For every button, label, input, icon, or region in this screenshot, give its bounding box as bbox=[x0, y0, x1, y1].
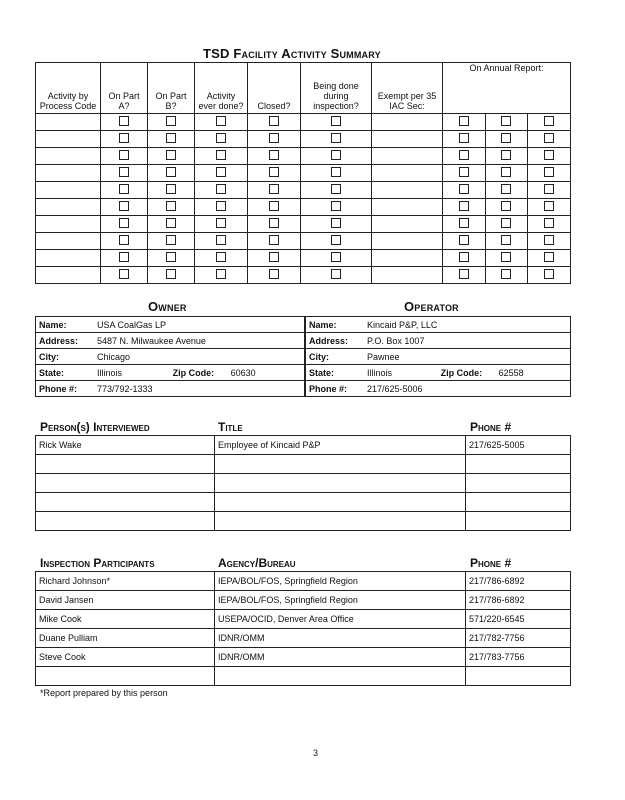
checkbox[interactable] bbox=[269, 252, 279, 262]
operator-name-label: Name: bbox=[306, 317, 365, 333]
checkbox[interactable] bbox=[501, 133, 511, 143]
activity-row bbox=[36, 165, 571, 182]
activity-cell bbox=[485, 148, 528, 165]
checkbox[interactable] bbox=[331, 252, 341, 262]
activity-cell bbox=[301, 250, 372, 267]
checkbox[interactable] bbox=[119, 116, 129, 126]
owner-zip-label: Zip Code: bbox=[170, 365, 228, 381]
interviewed-phone bbox=[466, 512, 571, 531]
header-process-code: Activity by Process Code bbox=[36, 63, 101, 114]
interviewed-name bbox=[36, 474, 215, 493]
activity-cell[interactable] bbox=[372, 267, 443, 284]
participant-phone: 217/782-7756 bbox=[466, 629, 571, 648]
owner-state: Illinois bbox=[94, 365, 170, 381]
interviewed-title bbox=[215, 455, 466, 474]
checkbox[interactable] bbox=[119, 201, 129, 211]
activity-cell bbox=[248, 165, 301, 182]
checkbox[interactable] bbox=[166, 133, 176, 143]
activity-cell[interactable] bbox=[372, 165, 443, 182]
interviewed-phone bbox=[466, 474, 571, 493]
activity-cell bbox=[248, 114, 301, 131]
checkbox[interactable] bbox=[166, 184, 176, 194]
footnote: *Report prepared by this person bbox=[40, 688, 168, 698]
page-number: 3 bbox=[313, 748, 319, 758]
interviewed-heading: Person(s) Interviewed bbox=[40, 420, 150, 434]
checkbox[interactable] bbox=[119, 252, 129, 262]
activity-cell bbox=[148, 250, 195, 267]
checkbox[interactable] bbox=[166, 218, 176, 228]
participant-row bbox=[36, 610, 571, 629]
activity-cell bbox=[148, 267, 195, 284]
checkbox[interactable] bbox=[501, 252, 511, 262]
checkbox[interactable] bbox=[119, 235, 129, 245]
interviewed-phone bbox=[466, 493, 571, 512]
checkbox[interactable] bbox=[544, 269, 554, 279]
checkbox[interactable] bbox=[119, 150, 129, 160]
activity-cell bbox=[148, 182, 195, 199]
interviewed-title: Employee of Kincaid P&P bbox=[215, 436, 466, 455]
activity-cell bbox=[443, 216, 486, 233]
activity-cell bbox=[248, 267, 301, 284]
activity-cell bbox=[195, 114, 248, 131]
participant-name: David Jansen bbox=[36, 591, 215, 610]
activity-cell[interactable] bbox=[36, 267, 101, 284]
checkbox[interactable] bbox=[269, 201, 279, 211]
interviewed-row bbox=[36, 436, 571, 455]
checkbox[interactable] bbox=[501, 116, 511, 126]
checkbox[interactable] bbox=[269, 184, 279, 194]
activity-cell bbox=[195, 131, 248, 148]
activity-cell bbox=[301, 131, 372, 148]
header-being-done: Being done during inspection? bbox=[301, 63, 372, 114]
participant-phone: 217/786-6892 bbox=[466, 572, 571, 591]
activity-cell[interactable] bbox=[372, 199, 443, 216]
activity-summary-table bbox=[35, 62, 571, 284]
checkbox[interactable] bbox=[459, 269, 469, 279]
owner-city-label: City: bbox=[36, 349, 95, 365]
activity-cell bbox=[101, 216, 148, 233]
owner-phone: 773/792-1333 bbox=[94, 381, 305, 397]
checkbox[interactable] bbox=[166, 150, 176, 160]
activity-cell[interactable] bbox=[372, 114, 443, 131]
checkbox[interactable] bbox=[216, 235, 226, 245]
activity-cell bbox=[528, 182, 571, 199]
participants-table bbox=[35, 571, 571, 686]
interviewed-row bbox=[36, 474, 571, 493]
activity-row bbox=[36, 148, 571, 165]
activity-cell[interactable] bbox=[36, 148, 101, 165]
checkbox[interactable] bbox=[216, 167, 226, 177]
activity-cell[interactable] bbox=[36, 131, 101, 148]
activity-cell bbox=[148, 148, 195, 165]
activity-cell bbox=[148, 216, 195, 233]
activity-cell bbox=[248, 233, 301, 250]
activity-cell bbox=[101, 114, 148, 131]
checkbox[interactable] bbox=[331, 235, 341, 245]
activity-cell bbox=[101, 267, 148, 284]
header-part-a: On Part A? bbox=[101, 63, 148, 114]
participant-title: IDNR/OMM bbox=[215, 629, 466, 648]
checkbox[interactable] bbox=[459, 252, 469, 262]
checkbox[interactable] bbox=[544, 252, 554, 262]
checkbox[interactable] bbox=[544, 150, 554, 160]
interviewed-phone: 217/625-5005 bbox=[466, 436, 571, 455]
participant-phone: 217/783-7756 bbox=[466, 648, 571, 667]
participants-heading: Inspection Participants bbox=[40, 556, 155, 570]
owner-table bbox=[35, 316, 305, 397]
checkbox[interactable] bbox=[269, 235, 279, 245]
operator-zip-label: Zip Code: bbox=[438, 365, 496, 381]
checkbox[interactable] bbox=[216, 269, 226, 279]
activity-cell bbox=[148, 233, 195, 250]
checkbox[interactable] bbox=[459, 184, 469, 194]
activity-cell bbox=[301, 199, 372, 216]
activity-cell[interactable] bbox=[372, 216, 443, 233]
interviewed-table bbox=[35, 435, 571, 531]
activity-cell bbox=[528, 148, 571, 165]
participant-title: IEPA/BOL/FOS, Springfield Region bbox=[215, 572, 466, 591]
checkbox[interactable] bbox=[166, 201, 176, 211]
activity-cell bbox=[443, 131, 486, 148]
participant-row bbox=[36, 629, 571, 648]
owner-name-label: Name: bbox=[36, 317, 95, 333]
activity-cell[interactable] bbox=[372, 131, 443, 148]
activity-cell bbox=[485, 131, 528, 148]
participant-row bbox=[36, 667, 571, 686]
interviewed-row bbox=[36, 493, 571, 512]
operator-address: P.O. Box 1007 bbox=[364, 333, 571, 349]
header-part-b: On Part B? bbox=[148, 63, 195, 114]
activity-cell[interactable] bbox=[36, 182, 101, 199]
activity-cell bbox=[528, 165, 571, 182]
checkbox[interactable] bbox=[544, 167, 554, 177]
activity-cell[interactable] bbox=[372, 182, 443, 199]
activity-cell bbox=[301, 114, 372, 131]
checkbox[interactable] bbox=[119, 184, 129, 194]
activity-cell bbox=[195, 148, 248, 165]
owner-name: USA CoalGas LP bbox=[94, 317, 305, 333]
checkbox[interactable] bbox=[501, 184, 511, 194]
activity-row bbox=[36, 233, 571, 250]
interviewed-row bbox=[36, 512, 571, 531]
participant-title: IDNR/OMM bbox=[215, 648, 466, 667]
checkbox[interactable] bbox=[459, 201, 469, 211]
header-exempt: Exempt per 35 IAC Sec: bbox=[372, 63, 443, 114]
activity-cell bbox=[148, 199, 195, 216]
activity-cell bbox=[485, 267, 528, 284]
interviewed-name bbox=[36, 455, 215, 474]
header-ever-done: Activity ever done? bbox=[195, 63, 248, 114]
activity-cell bbox=[485, 250, 528, 267]
participant-row bbox=[36, 648, 571, 667]
checkbox[interactable] bbox=[119, 167, 129, 177]
activity-cell[interactable] bbox=[36, 199, 101, 216]
activity-cell bbox=[443, 233, 486, 250]
interviewed-name bbox=[36, 512, 215, 531]
activity-cell bbox=[248, 182, 301, 199]
operator-state-label: State: bbox=[306, 365, 365, 381]
activity-cell bbox=[443, 250, 486, 267]
activity-cell bbox=[195, 216, 248, 233]
checkbox[interactable] bbox=[269, 150, 279, 160]
interviewed-name bbox=[36, 493, 215, 512]
activity-cell bbox=[195, 250, 248, 267]
interviewed-title bbox=[215, 493, 466, 512]
activity-cell bbox=[248, 250, 301, 267]
interviewed-phone bbox=[466, 455, 571, 474]
interviewed-name: Rick Wake bbox=[36, 436, 215, 455]
operator-city-label: City: bbox=[306, 349, 365, 365]
checkbox[interactable] bbox=[544, 218, 554, 228]
activity-cell bbox=[101, 182, 148, 199]
activity-cell bbox=[148, 165, 195, 182]
interviewed-row bbox=[36, 455, 571, 474]
operator-address-label: Address: bbox=[306, 333, 365, 349]
checkbox[interactable] bbox=[459, 235, 469, 245]
operator-zip: 62558 bbox=[496, 365, 571, 381]
activity-cell bbox=[101, 131, 148, 148]
checkbox[interactable] bbox=[216, 133, 226, 143]
activity-cell bbox=[443, 267, 486, 284]
activity-row bbox=[36, 250, 571, 267]
activity-cell bbox=[101, 250, 148, 267]
activity-cell bbox=[528, 216, 571, 233]
owner-state-label: State: bbox=[36, 365, 95, 381]
checkbox[interactable] bbox=[216, 218, 226, 228]
checkbox[interactable] bbox=[331, 133, 341, 143]
activity-cell bbox=[485, 199, 528, 216]
participant-phone: 217/786-6892 bbox=[466, 591, 571, 610]
activity-cell bbox=[195, 233, 248, 250]
checkbox[interactable] bbox=[501, 218, 511, 228]
checkbox[interactable] bbox=[544, 235, 554, 245]
activity-cell[interactable] bbox=[36, 114, 101, 131]
interviewed-title bbox=[215, 512, 466, 531]
checkbox[interactable] bbox=[459, 150, 469, 160]
checkbox[interactable] bbox=[216, 184, 226, 194]
activity-cell[interactable] bbox=[36, 250, 101, 267]
checkbox[interactable] bbox=[216, 116, 226, 126]
participant-name bbox=[36, 667, 215, 686]
checkbox[interactable] bbox=[269, 269, 279, 279]
activity-cell bbox=[528, 233, 571, 250]
checkbox[interactable] bbox=[331, 269, 341, 279]
checkbox[interactable] bbox=[166, 116, 176, 126]
activity-cell bbox=[301, 148, 372, 165]
checkbox[interactable] bbox=[544, 184, 554, 194]
activity-cell bbox=[195, 199, 248, 216]
checkbox[interactable] bbox=[331, 201, 341, 211]
checkbox[interactable] bbox=[331, 184, 341, 194]
checkbox[interactable] bbox=[216, 150, 226, 160]
activity-cell bbox=[528, 250, 571, 267]
activity-cell bbox=[248, 131, 301, 148]
checkbox[interactable] bbox=[501, 167, 511, 177]
activity-cell bbox=[528, 131, 571, 148]
participant-phone bbox=[466, 667, 571, 686]
activity-cell bbox=[195, 182, 248, 199]
activity-cell bbox=[485, 114, 528, 131]
checkbox[interactable] bbox=[544, 133, 554, 143]
activity-cell bbox=[528, 199, 571, 216]
activity-cell bbox=[485, 182, 528, 199]
checkbox[interactable] bbox=[544, 116, 554, 126]
checkbox[interactable] bbox=[119, 218, 129, 228]
activity-cell bbox=[148, 131, 195, 148]
checkbox[interactable] bbox=[166, 252, 176, 262]
checkbox[interactable] bbox=[501, 235, 511, 245]
participants-phone-heading: Phone # bbox=[470, 556, 512, 570]
activity-cell bbox=[195, 267, 248, 284]
summary-title: TSD Facility Activity Summary bbox=[203, 46, 381, 61]
checkbox[interactable] bbox=[216, 201, 226, 211]
checkbox[interactable] bbox=[269, 116, 279, 126]
activity-cell[interactable] bbox=[372, 148, 443, 165]
checkbox[interactable] bbox=[544, 201, 554, 211]
operator-table bbox=[305, 316, 571, 397]
activity-row bbox=[36, 267, 571, 284]
checkbox[interactable] bbox=[459, 133, 469, 143]
checkbox[interactable] bbox=[331, 167, 341, 177]
activity-cell bbox=[195, 165, 248, 182]
activity-cell[interactable] bbox=[36, 216, 101, 233]
checkbox[interactable] bbox=[269, 218, 279, 228]
activity-cell bbox=[101, 165, 148, 182]
activity-cell bbox=[443, 114, 486, 131]
checkbox[interactable] bbox=[269, 167, 279, 177]
checkbox[interactable] bbox=[331, 116, 341, 126]
activity-cell bbox=[101, 199, 148, 216]
checkbox[interactable] bbox=[501, 269, 511, 279]
table-header-row bbox=[36, 63, 571, 114]
checkbox[interactable] bbox=[119, 269, 129, 279]
activity-row bbox=[36, 182, 571, 199]
checkbox[interactable] bbox=[216, 252, 226, 262]
activity-cell bbox=[301, 233, 372, 250]
operator-city: Pawnee bbox=[364, 349, 571, 365]
checkbox[interactable] bbox=[166, 235, 176, 245]
owner-address: 5487 N. Milwaukee Avenue bbox=[94, 333, 305, 349]
activity-cell bbox=[485, 233, 528, 250]
participant-phone: 571/220-6545 bbox=[466, 610, 571, 629]
participant-title bbox=[215, 667, 466, 686]
activity-cell bbox=[301, 267, 372, 284]
owner-zip: 60630 bbox=[228, 365, 305, 381]
operator-phone: 217/625-5006 bbox=[364, 381, 571, 397]
header-closed: Closed? bbox=[248, 63, 301, 114]
activity-cell bbox=[301, 182, 372, 199]
activity-cell bbox=[485, 216, 528, 233]
activity-cell bbox=[248, 216, 301, 233]
activity-cell[interactable] bbox=[36, 165, 101, 182]
checkbox[interactable] bbox=[331, 218, 341, 228]
participant-row bbox=[36, 572, 571, 591]
activity-cell bbox=[101, 148, 148, 165]
operator-state: Illinois bbox=[364, 365, 438, 381]
activity-row bbox=[36, 199, 571, 216]
checkbox[interactable] bbox=[269, 133, 279, 143]
checkbox[interactable] bbox=[331, 150, 341, 160]
checkbox[interactable] bbox=[166, 269, 176, 279]
activity-row bbox=[36, 216, 571, 233]
activity-cell bbox=[443, 148, 486, 165]
activity-cell bbox=[101, 233, 148, 250]
participants-agency-heading: Agency/Bureau bbox=[218, 556, 296, 570]
activity-row bbox=[36, 114, 571, 131]
owner-phone-label: Phone #: bbox=[36, 381, 95, 397]
activity-cell[interactable] bbox=[372, 233, 443, 250]
participant-name: Richard Johnson* bbox=[36, 572, 215, 591]
activity-cell bbox=[248, 148, 301, 165]
owner-heading: Owner bbox=[148, 299, 187, 314]
activity-cell bbox=[528, 267, 571, 284]
checkbox[interactable] bbox=[501, 150, 511, 160]
activity-cell bbox=[301, 165, 372, 182]
operator-name: Kincaid P&P, LLC bbox=[364, 317, 571, 333]
activity-cell[interactable] bbox=[372, 250, 443, 267]
activity-cell bbox=[301, 216, 372, 233]
participant-name: Duane Pulliam bbox=[36, 629, 215, 648]
activity-cell bbox=[485, 165, 528, 182]
activity-cell bbox=[528, 114, 571, 131]
participant-title: USEPA/OCID, Denver Area Office bbox=[215, 610, 466, 629]
activity-cell bbox=[248, 199, 301, 216]
activity-cell bbox=[443, 199, 486, 216]
operator-heading: Operator bbox=[404, 299, 459, 314]
operator-phone-label: Phone #: bbox=[306, 381, 365, 397]
checkbox[interactable] bbox=[166, 167, 176, 177]
interviewed-phone-heading: Phone # bbox=[470, 420, 512, 434]
activity-cell[interactable] bbox=[36, 233, 101, 250]
activity-cell bbox=[148, 114, 195, 131]
activity-cell bbox=[443, 165, 486, 182]
participant-title: IEPA/BOL/FOS, Springfield Region bbox=[215, 591, 466, 610]
checkbox[interactable] bbox=[119, 133, 129, 143]
owner-city: Chicago bbox=[94, 349, 305, 365]
checkbox[interactable] bbox=[501, 201, 511, 211]
checkbox[interactable] bbox=[459, 218, 469, 228]
checkbox[interactable] bbox=[459, 167, 469, 177]
interviewed-title bbox=[215, 474, 466, 493]
participant-name: Steve Cook bbox=[36, 648, 215, 667]
activity-cell bbox=[443, 182, 486, 199]
checkbox[interactable] bbox=[459, 116, 469, 126]
owner-address-label: Address: bbox=[36, 333, 95, 349]
participant-name: Mike Cook bbox=[36, 610, 215, 629]
header-annual-report: On Annual Report: bbox=[443, 63, 571, 114]
participant-row bbox=[36, 591, 571, 610]
interviewed-title-heading: Title bbox=[218, 420, 243, 434]
activity-row bbox=[36, 131, 571, 148]
